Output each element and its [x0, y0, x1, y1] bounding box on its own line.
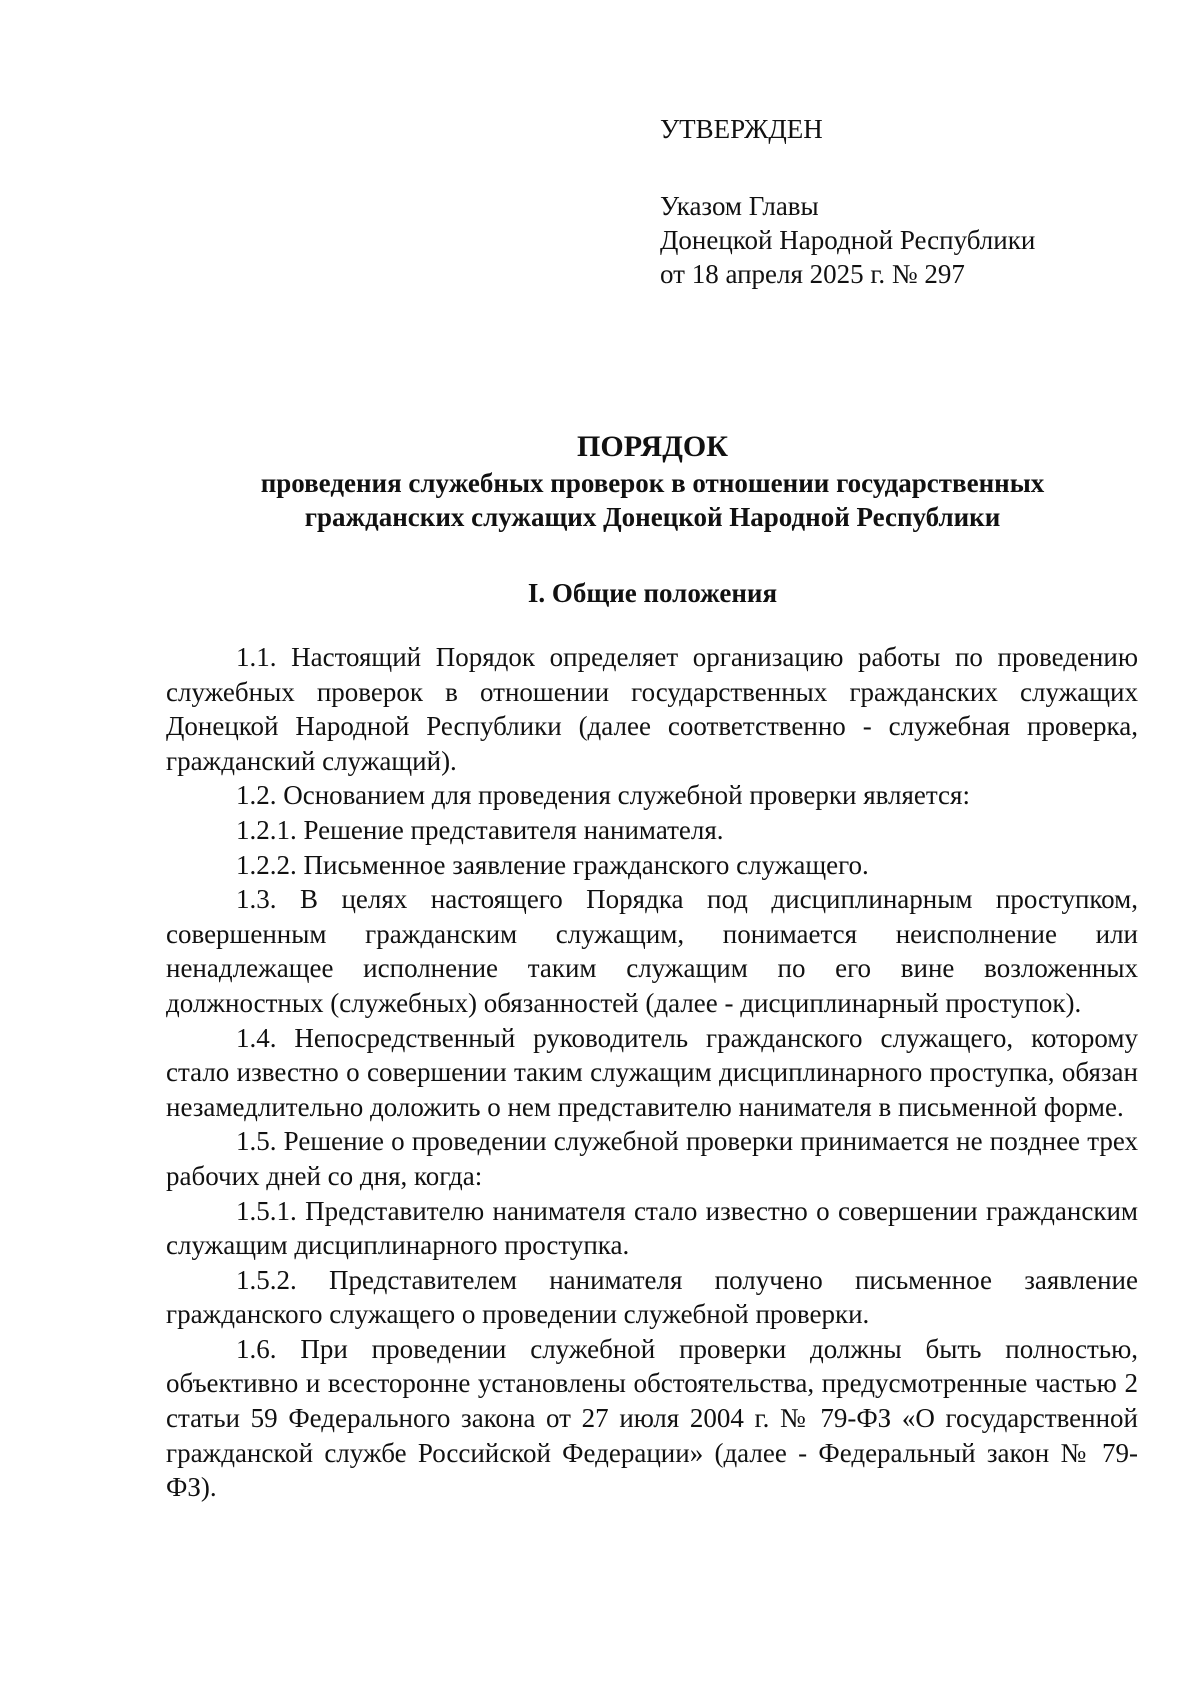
document-title-block: [160, 430, 1145, 534]
paragraph-1-1: 1.1. Настоящий Порядок определяет организацию работы по проведению служебных проверок в отношении государственных гражданских служащих Донецкой Народной Республики (далее соответственно - служебная проверка, гражданский служащий).: [166, 642, 1138, 776]
paragraph-1-5-1: 1.5.1. Представителю нанимателя стало известно о совершении гражданским служащим дисциплинарного проступка.: [166, 1195, 1138, 1261]
paragraph-1-4: 1.4. Непосредственный руководитель гражданского служащего, которому стало известно о совершении таким служащим дисциплинарного проступка, обязан незамедлительно доложить о нем представителю нанимателя в письменной форме.: [166, 1022, 1138, 1122]
approval-date-line: от 18 апреля 2025 г. № 297: [660, 259, 965, 289]
document-title: ПОРЯДОК: [577, 430, 728, 463]
section-heading: I. Общие положения: [527, 578, 778, 608]
approved-label: УТВЕРЖДЕН: [660, 114, 823, 144]
approval-stamp: [660, 112, 1035, 291]
paragraph-1-2-2: 1.2.2. Письменное заявление гражданского служащего.: [236, 849, 869, 880]
document-body: [166, 640, 1138, 1505]
approval-decree-line: Указом Главы: [660, 191, 819, 221]
document-subtitle-line-2: гражданских служащих Донецкой Народной Республики: [304, 502, 1001, 532]
document-subtitle-line-1: проведения служебных проверок в отношении государственных: [260, 468, 1045, 498]
paragraph-1-2: 1.2. Основанием для проведения служебной проверки является:: [236, 780, 970, 811]
paragraph-1-3: 1.3. В целях настоящего Порядка под дисциплинарным проступком, совершенным гражданским служащим, понимается неисполнение или ненадлежащее исполнение таким служащим по его вине возложенных должностных (служебных) обязанностей (далее - дисциплинарный проступок).: [166, 884, 1138, 1018]
paragraph-1-5: 1.5. Решение о проведении служебной проверки принимается не позднее трех рабочих дней со дня, когда:: [166, 1126, 1138, 1191]
paragraph-1-6: 1.6. При проведении служебной проверки должны быть полностью, объективно и всесторонне установлены обстоятельства, предусмотренные частью 2 статьи 59 Федерального закона от 27 июля 2004 г. № 79-ФЗ «О государственной гражданской службе Российской Федерации» (далее - Федеральный закон № 79-ФЗ).: [166, 1333, 1138, 1503]
paragraph-1-2-1: 1.2.1. Решение представителя нанимателя.: [236, 814, 724, 845]
approval-republic-line: Донецкой Народной Республики: [660, 225, 1036, 255]
paragraph-1-5-2: 1.5.2. Представителем нанимателя получено письменное заявление гражданского служащего о проведении служебной проверки.: [166, 1264, 1138, 1330]
